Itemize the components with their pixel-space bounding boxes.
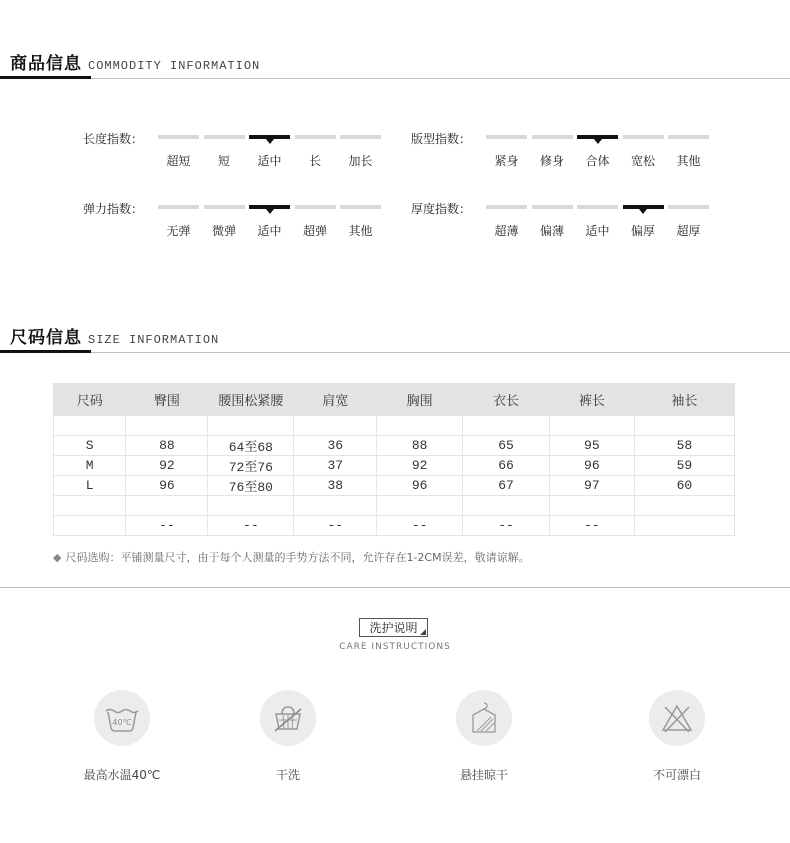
table-cell: 59 (634, 456, 734, 476)
table-cell (549, 496, 634, 516)
index-segment (204, 135, 245, 139)
index-label: 长度指数： (83, 132, 144, 146)
index-option: 偏薄 (539, 224, 564, 238)
index-label: 厚度指数： (411, 202, 472, 216)
table-cell: 38 (294, 476, 377, 496)
corner-triangle-icon (420, 629, 426, 635)
care-subtitle: CARE INSTRUCTIONS (339, 642, 451, 652)
size-table (53, 383, 735, 536)
size-column-header: 肩宽 (294, 384, 377, 416)
index-segment-selected (577, 135, 618, 139)
index-label: 版型指数： (411, 132, 472, 146)
table-cell: 88 (126, 436, 208, 456)
table-cell: -- (377, 516, 463, 536)
table-row (54, 436, 735, 456)
care-title-text: 洗护说明 (369, 621, 418, 635)
table-cell: S (54, 436, 126, 456)
table-cell: -- (126, 516, 208, 536)
table-cell: 95 (549, 436, 634, 456)
table-row (54, 496, 735, 516)
table-cell (463, 416, 550, 436)
table-cell: 66 (463, 456, 550, 476)
care-label-dry: 干洗 (275, 768, 300, 782)
commodity-header (10, 49, 260, 74)
table-cell: 60 (634, 476, 734, 496)
commodity-title-cn: 商品信息 (10, 54, 82, 74)
table-cell: 36 (294, 436, 377, 456)
index-segment (158, 135, 199, 139)
size-column-header: 裤长 (549, 384, 634, 416)
table-cell: 96 (377, 476, 463, 496)
care-label-hang: 悬挂晾干 (459, 768, 508, 782)
size-divider (0, 352, 790, 353)
commodity-title-en: COMMODITY INFORMATION (88, 59, 261, 73)
size-column-header: 袖长 (634, 384, 734, 416)
commodity-divider-accent (0, 76, 91, 79)
index-segment-selected (249, 205, 290, 209)
table-cell (463, 496, 550, 516)
size-column-header: 臀围 (126, 384, 208, 416)
table-cell (549, 416, 634, 436)
table-cell: 92 (126, 456, 208, 476)
size-table-header (54, 384, 735, 416)
index-option: 紧身 (494, 154, 519, 168)
index-option: 微弹 (211, 224, 236, 238)
care-divider (0, 587, 790, 588)
index-option: 适中 (257, 154, 282, 168)
index-segment (295, 205, 336, 209)
size-note-text: 尺码选购：平铺测量尺寸，由于每个人测量的手势方法不同，允许存在1-2CM误差，敬请谅解。 (65, 551, 530, 564)
size-note (53, 549, 530, 565)
no-bleach-icon (649, 690, 705, 746)
size-title-cn: 尺码信息 (10, 328, 82, 348)
index-segment (204, 205, 245, 209)
table-cell: 37 (294, 456, 377, 476)
table-cell (126, 496, 208, 516)
table-row (54, 476, 735, 496)
index-option: 超厚 (676, 224, 701, 238)
table-cell (377, 496, 463, 516)
index-option: 其他 (676, 154, 701, 168)
table-cell (294, 496, 377, 516)
table-cell: -- (549, 516, 634, 536)
index-option: 其他 (348, 224, 373, 238)
table-cell: 88 (377, 436, 463, 456)
size-title-en: SIZE INFORMATION (88, 333, 220, 347)
table-cell (634, 496, 734, 516)
table-cell (377, 416, 463, 436)
index-option: 长 (308, 154, 321, 168)
table-cell: -- (208, 516, 294, 536)
dry-basket-icon (260, 690, 316, 746)
index-option: 适中 (257, 224, 282, 238)
table-cell (54, 496, 126, 516)
index-segment (340, 135, 381, 139)
diamond-icon: ◆ (53, 551, 62, 564)
table-cell: 67 (463, 476, 550, 496)
index-segment (577, 205, 618, 209)
index-segment (532, 135, 573, 139)
size-header (10, 323, 219, 348)
size-column-header: 衣长 (463, 384, 550, 416)
table-cell: 64至68 (208, 436, 294, 456)
table-cell: 96 (126, 476, 208, 496)
index-segment (668, 205, 709, 209)
index-segment (295, 135, 336, 139)
index-option: 合体 (585, 154, 610, 168)
table-cell (208, 416, 294, 436)
table-cell (54, 416, 126, 436)
size-column-header: 尺码 (54, 384, 126, 416)
care-label-bleach: 不可漂白 (652, 768, 701, 782)
wash-temp-text: 40℃ (112, 718, 132, 727)
index-label: 弹力指数： (83, 202, 144, 216)
care-label-wash: 最高水温40℃ (83, 768, 161, 782)
table-row (54, 456, 735, 476)
table-row (54, 516, 735, 536)
table-cell: 76至80 (208, 476, 294, 496)
index-option: 偏厚 (630, 224, 655, 238)
table-cell: M (54, 456, 126, 476)
care-item-dry (218, 690, 358, 783)
care-item-bleach (607, 690, 747, 783)
wash-40-icon (94, 690, 150, 746)
table-cell (208, 496, 294, 516)
table-cell: 96 (549, 456, 634, 476)
table-cell (126, 416, 208, 436)
table-cell: 72至76 (208, 456, 294, 476)
table-cell: 97 (549, 476, 634, 496)
table-cell: 65 (463, 436, 550, 456)
hang-dry-icon (456, 690, 512, 746)
index-option: 短 (217, 154, 230, 168)
table-cell: -- (463, 516, 550, 536)
index-option: 加长 (348, 154, 373, 168)
table-cell: L (54, 476, 126, 496)
index-segment-selected (249, 135, 290, 139)
index-segment-selected (623, 205, 664, 209)
table-cell: 58 (634, 436, 734, 456)
care-item-hang (414, 690, 554, 783)
index-option: 无弹 (166, 224, 191, 238)
table-cell (294, 416, 377, 436)
table-cell: -- (294, 516, 377, 536)
size-column-header: 胸围 (377, 384, 463, 416)
index-segment (623, 135, 664, 139)
index-option: 修身 (539, 154, 564, 168)
index-segment (486, 135, 527, 139)
index-option: 超弹 (302, 224, 327, 238)
table-cell (634, 516, 734, 536)
commodity-divider (0, 78, 790, 79)
care-title (359, 618, 428, 637)
index-segment (486, 205, 527, 209)
table-cell: 92 (377, 456, 463, 476)
table-cell (54, 516, 126, 536)
index-option: 超短 (166, 154, 191, 168)
table-cell (634, 416, 734, 436)
size-divider-accent (0, 350, 91, 353)
size-column-header: 腰围松紧腰 (208, 384, 294, 416)
care-item-wash (52, 690, 192, 783)
index-option: 适中 (585, 224, 610, 238)
index-segment (668, 135, 709, 139)
index-option: 宽松 (630, 154, 655, 168)
table-row (54, 416, 735, 436)
index-segment (158, 205, 199, 209)
index-segment (340, 205, 381, 209)
index-option: 超薄 (494, 224, 519, 238)
index-segment (532, 205, 573, 209)
